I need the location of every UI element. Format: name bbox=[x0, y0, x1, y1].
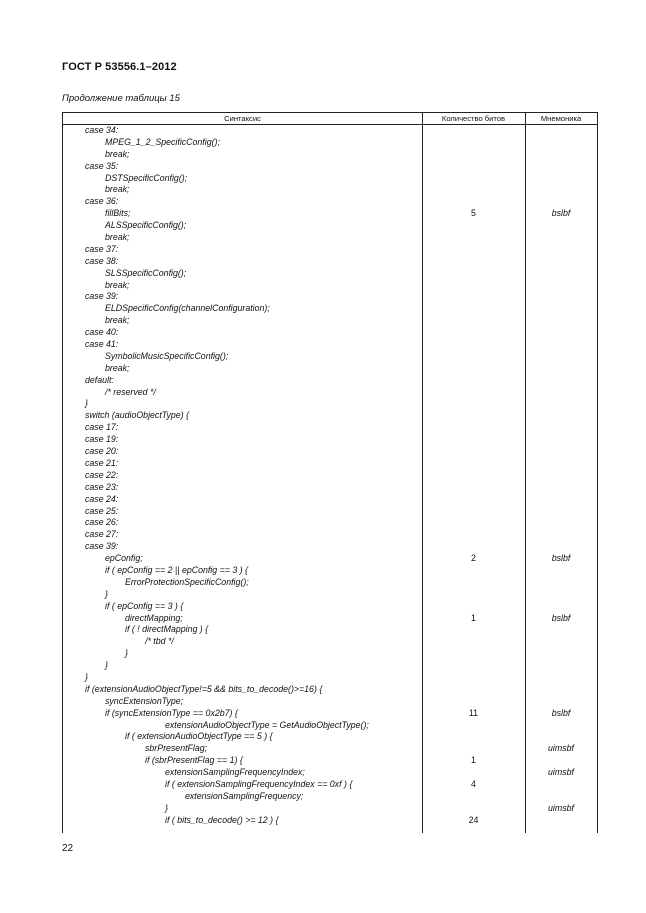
syntax-cell: case 22: bbox=[85, 469, 119, 480]
table-row bbox=[63, 125, 597, 137]
syntax-cell: fillBits; bbox=[105, 208, 131, 219]
syntax-cell: break; bbox=[105, 362, 130, 373]
table-row bbox=[63, 660, 597, 672]
syntax-cell: break; bbox=[105, 279, 130, 290]
table-row bbox=[63, 339, 597, 351]
table-row bbox=[63, 232, 597, 244]
syntax-cell: extensionAudioObjectType = GetAudioObjectType(); bbox=[165, 719, 369, 730]
table-row bbox=[63, 791, 597, 803]
table-row bbox=[63, 458, 597, 470]
column-header-bits: Количество битов bbox=[441, 114, 506, 123]
syntax-cell: if ( extensionAudioObjectType == 5 ) { bbox=[125, 731, 273, 742]
syntax-cell: case 19: bbox=[85, 434, 119, 445]
table-row bbox=[63, 220, 597, 232]
table-row bbox=[63, 375, 597, 387]
table-row bbox=[63, 529, 597, 541]
syntax-cell: sbrPresentFlag; bbox=[145, 743, 208, 754]
syntax-cell: ELDSpecificConfig(channelConfiguration); bbox=[105, 303, 270, 314]
syntax-cell: case 21: bbox=[85, 457, 119, 468]
table-row bbox=[63, 315, 597, 327]
bits-cell: 2 bbox=[471, 553, 476, 564]
table-row bbox=[63, 815, 597, 827]
syntax-cell: extensionSamplingFrequencyIndex; bbox=[165, 767, 305, 778]
bits-cell: 24 bbox=[468, 814, 479, 825]
syntax-cell: break; bbox=[105, 232, 130, 243]
syntax-cell: case 37: bbox=[85, 243, 119, 254]
syntax-cell: default: bbox=[85, 374, 114, 385]
table-row bbox=[63, 803, 597, 815]
table-row bbox=[63, 303, 597, 315]
syntax-cell: if ( extensionSamplingFrequencyIndex == 0xf ) { bbox=[165, 778, 353, 789]
mnemonic-cell: bslbf bbox=[551, 553, 571, 564]
syntax-cell: } bbox=[165, 802, 168, 813]
column-header-mnemonic: Мнемоника bbox=[540, 114, 582, 123]
table-row bbox=[63, 767, 597, 779]
syntax-cell: } bbox=[105, 588, 108, 599]
syntax-cell: if (syncExtensionType == 0x2b7) { bbox=[105, 707, 238, 718]
syntax-cell: } bbox=[125, 648, 128, 659]
table-row bbox=[63, 184, 597, 196]
syntax-cell: case 38: bbox=[85, 255, 119, 266]
table-row bbox=[63, 553, 597, 565]
mnemonic-cell: uimsbf bbox=[548, 802, 574, 813]
table-row bbox=[63, 280, 597, 292]
table-row bbox=[63, 720, 597, 732]
syntax-cell: } bbox=[85, 398, 88, 409]
syntax-cell: switch (audioObjectType) { bbox=[85, 410, 189, 421]
bits-cell: 5 bbox=[471, 208, 476, 219]
syntax-cell: if ( epConfig == 3 ) { bbox=[105, 600, 184, 611]
table-row bbox=[63, 743, 597, 755]
table-row bbox=[63, 565, 597, 577]
syntax-cell: ErrorProtectionSpecificConfig(); bbox=[125, 576, 249, 587]
table-row bbox=[63, 137, 597, 149]
syntax-table bbox=[62, 112, 598, 833]
table-row bbox=[63, 208, 597, 220]
syntax-cell: break; bbox=[105, 148, 130, 159]
table-row bbox=[63, 577, 597, 589]
table-row bbox=[63, 351, 597, 363]
syntax-cell: } bbox=[105, 660, 108, 671]
table-row bbox=[63, 731, 597, 743]
table-continuation-caption: Продолжение таблицы 15 bbox=[62, 93, 180, 104]
mnemonic-cell: bslbf bbox=[551, 612, 571, 623]
table-row bbox=[63, 268, 597, 280]
table-row bbox=[63, 494, 597, 506]
syntax-cell: break; bbox=[105, 184, 130, 195]
table-row bbox=[63, 446, 597, 458]
mnemonic-cell: uimsbf bbox=[548, 743, 574, 754]
syntax-cell: case 39: bbox=[85, 291, 119, 302]
table-row bbox=[63, 173, 597, 185]
syntax-cell: case 23: bbox=[85, 481, 119, 492]
table-row bbox=[63, 291, 597, 303]
syntax-cell: epConfig; bbox=[105, 553, 143, 564]
table-row bbox=[63, 696, 597, 708]
table-row bbox=[63, 624, 597, 636]
table-row bbox=[63, 434, 597, 446]
syntax-cell: case 34: bbox=[85, 125, 119, 135]
table-row bbox=[63, 363, 597, 375]
table-row bbox=[63, 327, 597, 339]
table-body bbox=[63, 125, 597, 827]
table-row bbox=[63, 196, 597, 208]
syntax-cell: } bbox=[85, 671, 88, 682]
table-row bbox=[63, 684, 597, 696]
table-row bbox=[63, 755, 597, 767]
syntax-cell: break; bbox=[105, 315, 130, 326]
syntax-cell: ALSSpecificConfig(); bbox=[105, 220, 187, 231]
table-row bbox=[63, 708, 597, 720]
syntax-cell: case 41: bbox=[85, 339, 119, 350]
bits-cell: 1 bbox=[471, 755, 476, 766]
syntax-cell: syncExtensionType; bbox=[105, 695, 184, 706]
syntax-cell: DSTSpecificConfig(); bbox=[105, 172, 188, 183]
bits-cell: 4 bbox=[471, 778, 476, 789]
mnemonic-cell: uimsbf bbox=[548, 767, 574, 778]
syntax-cell: case 17: bbox=[85, 422, 119, 433]
table-row bbox=[63, 601, 597, 613]
table-row bbox=[63, 244, 597, 256]
table-row bbox=[63, 410, 597, 422]
syntax-cell: SLSSpecificConfig(); bbox=[105, 267, 187, 278]
page-number: 22 bbox=[62, 843, 74, 854]
table-row bbox=[63, 482, 597, 494]
syntax-cell: extensionSamplingFrequency; bbox=[185, 790, 304, 801]
table-row bbox=[63, 589, 597, 601]
table-row bbox=[63, 541, 597, 553]
table-row bbox=[63, 506, 597, 518]
syntax-cell: if (sbrPresentFlag == 1) { bbox=[145, 755, 243, 766]
table-row bbox=[63, 470, 597, 482]
bits-cell: 1 bbox=[471, 612, 476, 623]
mnemonic-cell: bslbf bbox=[551, 707, 571, 718]
syntax-cell: MPEG_1_2_SpecificConfig(); bbox=[105, 136, 220, 147]
syntax-cell: directMapping; bbox=[125, 612, 183, 623]
table-row bbox=[63, 422, 597, 434]
syntax-cell: case 36: bbox=[85, 196, 119, 207]
table-row bbox=[63, 672, 597, 684]
standard-header: ГОСТ Р 53556.1–2012 bbox=[62, 61, 177, 73]
bits-cell: 11 bbox=[468, 707, 479, 718]
table-row bbox=[63, 613, 597, 625]
syntax-cell: case 25: bbox=[85, 505, 119, 516]
table-row bbox=[63, 387, 597, 399]
syntax-cell: /* reserved */ bbox=[105, 386, 156, 397]
syntax-cell: case 35: bbox=[85, 160, 119, 171]
table-row bbox=[63, 149, 597, 161]
column-header-syntax: Синтаксис bbox=[224, 114, 261, 123]
syntax-cell: SymbolicMusicSpecificConfig(); bbox=[105, 350, 229, 361]
mnemonic-cell: bslbf bbox=[551, 208, 571, 219]
syntax-cell: case 20: bbox=[85, 446, 119, 457]
syntax-cell: if (extensionAudioObjectType!=5 && bits_to_decode()>=16) { bbox=[85, 683, 323, 694]
syntax-cell: /* tbd */ bbox=[145, 636, 174, 647]
table-row bbox=[63, 648, 597, 660]
syntax-cell: case 39: bbox=[85, 541, 119, 552]
syntax-cell: case 40: bbox=[85, 327, 119, 338]
table-row bbox=[63, 161, 597, 173]
syntax-cell: case 26: bbox=[85, 517, 119, 528]
syntax-cell: if ( epConfig == 2 || epConfig == 3 ) { bbox=[105, 564, 248, 575]
syntax-cell: case 24: bbox=[85, 493, 119, 504]
syntax-cell: if ( bits_to_decode() >= 12 ) { bbox=[165, 814, 279, 825]
table-header bbox=[63, 113, 597, 125]
table-row bbox=[63, 398, 597, 410]
table-row bbox=[63, 636, 597, 648]
syntax-cell: case 27: bbox=[85, 529, 119, 540]
table-row bbox=[63, 256, 597, 268]
table-row bbox=[63, 517, 597, 529]
table-row bbox=[63, 779, 597, 791]
syntax-cell: if ( ! directMapping ) { bbox=[125, 624, 209, 635]
